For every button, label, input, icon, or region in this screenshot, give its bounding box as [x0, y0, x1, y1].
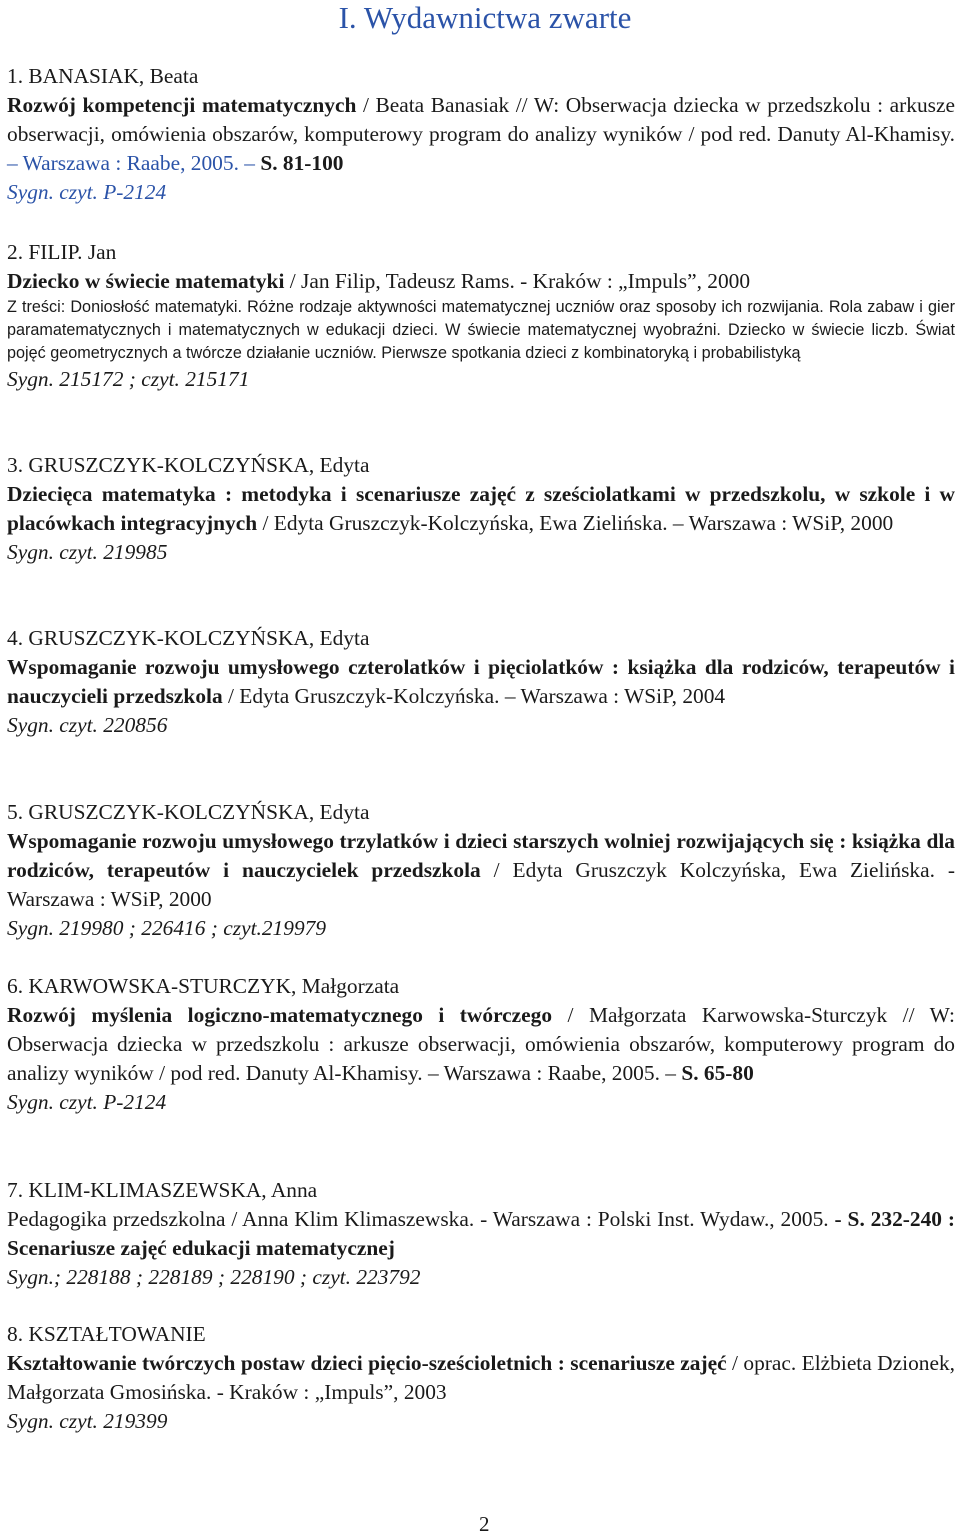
entry-call-number: Sygn.; 228188 ; 228189 ; 228190 ; czyt. 223792: [7, 1265, 421, 1289]
entry-title: Rozwój kompetencji matematycznych: [7, 93, 357, 117]
entry-title: Wspomaganie rozwoju umysłowego czterolatków i pięciolatków : książka dla rodziców, terapeutów i nauczycieli przedszkola: [7, 655, 955, 708]
entry-call-number: Sygn. czyt. P-2124: [7, 1090, 167, 1114]
entry-number: 2.: [7, 240, 24, 264]
section-heading: I. Wydawnictwa zwarte: [338, 0, 632, 35]
contents-text: Różne rodzaje aktywności matematycznej uczniów oraz sposoby ich rozwijania. Rola zabaw i gier paramatematycznych i matematycznych w edukacji dzieci. W świecie matematycznej wyobraźni. Dziecko w świecie liczb. Świat pojęć geometrycznych a twórcze działanie uczniów. Pierwsze spotkania dzieci z kombinatoryką i probabilistyką: [7, 298, 955, 362]
entry-number: 4.: [7, 626, 24, 650]
bibliography-entry-8: [7, 1320, 955, 1436]
entry-call-number: Sygn. 219980 ; 226416 ; czyt.219979: [7, 916, 327, 940]
entry-details: / Edyta Gruszczyk-Kolczyńska. – Warszawa : WSiP, 2004: [222, 684, 726, 708]
entry-title: Rozwój myślenia logiczno-matematycznego i twórczego: [7, 1003, 553, 1027]
entry-number: 6.: [7, 974, 24, 998]
entry-author: GRUSZCZYK-KOLCZYŃSKA, Edyta: [28, 800, 370, 824]
entry-pages: - S. 232-240 : Scenariusze zajęć edukacji matematycznej: [7, 1207, 955, 1260]
entry-author: KLIM-KLIMASZEWSKA, Anna: [28, 1178, 318, 1202]
entry-call-number: Sygn. czyt. 219985: [7, 540, 168, 564]
entry-call-number: Sygn. czyt. 220856: [7, 713, 168, 737]
entry-contents-note: [7, 296, 955, 365]
entry-call-number: Sygn. 215172 ; czyt. 215171: [7, 367, 250, 391]
entry-pages: S. 81-100: [260, 151, 344, 175]
entry-author: FILIP. Jan: [28, 240, 117, 264]
bibliography-entry-3: [7, 451, 955, 567]
entry-title: Wspomaganie rozwoju umysłowego trzylatków i dzieci starszych wolniej rozwijających się : książka dla rodziców, terapeutów i nauczycielek przedszkola: [7, 829, 955, 882]
bibliography-entry-5: [7, 798, 955, 943]
entry-title: Dziecięca matematyka : metodyka i scenariusze zajęć z sześciolatkami w przedszkolu, w szkole i w placówkach integracyjnych: [7, 482, 955, 535]
entry-details: / Małgorzata Karwowska-Sturczyk // W: Obserwacja dziecka w przedszkolu : arkusze obserwacji, omówienia obszarów, komputerowy program do analizy wyników / pod red. Danuty Al-Khamisy. – Warszawa : Raabe, 2005. –: [7, 1003, 955, 1085]
entry-details: / oprac. Elżbieta Dzionek, Małgorzata Gmosińska. - Kraków : „Impuls”, 2003: [7, 1351, 955, 1404]
entry-details: / Edyta Gruszczyk-Kolczyńska, Ewa Zielińska. – Warszawa : WSiP, 2000: [257, 511, 894, 535]
entry-author: GRUSZCZYK-KOLCZYŃSKA, Edyta: [28, 453, 370, 477]
entry-number: 3.: [7, 453, 24, 477]
entry-details: / Edyta Gruszczyk Kolczyńska, Ewa Zielińska. - Warszawa : WSiP, 2000: [7, 858, 955, 911]
entry-number: 1.: [7, 64, 24, 88]
bibliography-entry-7: [7, 1176, 955, 1292]
bibliography-entry-6: [7, 972, 955, 1117]
contents-lead: Z treści: Doniosłość matematyki.: [7, 298, 242, 316]
entry-pages: S. 65-80: [681, 1061, 754, 1085]
page-number: 2: [479, 1512, 490, 1536]
entry-details: / Beata Banasiak // W: Obserwacja dziecka w przedszkolu : arkusze obserwacji, omówienia obszarów, komputerowy program do analizy wyników / pod red. Danuty Al-Khamisy.: [7, 93, 955, 146]
entry-publisher: – Warszawa : Raabe, 2005. –: [7, 151, 261, 175]
entry-author: BANASIAK, Beata: [28, 64, 199, 88]
entry-author: KSZTAŁTOWANIE: [28, 1322, 206, 1346]
entry-call-number: Sygn. czyt. P-2124: [7, 180, 167, 204]
entry-call-number: Sygn. czyt. 219399: [7, 1409, 168, 1433]
bibliography-entry-2: [7, 238, 955, 394]
entry-number: 8.: [7, 1322, 24, 1346]
entry-details: / Jan Filip, Tadeusz Rams. - Kraków : „Impuls”, 2000: [284, 269, 751, 293]
entry-title: Dziecko w świecie matematyki: [7, 269, 285, 293]
entry-number: 7.: [7, 1178, 24, 1202]
entry-title: Kształtowanie twórczych postaw dzieci pięcio-sześcioletnich : scenariusze zajęć: [7, 1351, 727, 1375]
entry-details: Pedagogika przedszkolna / Anna Klim Klimaszewska. - Warszawa : Polski Inst. Wydaw., 2005.: [7, 1207, 835, 1231]
bibliography-entry-4: [7, 624, 955, 740]
entry-author: KARWOWSKA-STURCZYK, Małgorzata: [28, 974, 400, 998]
entry-author: GRUSZCZYK-KOLCZYŃSKA, Edyta: [28, 626, 370, 650]
entry-number: 5.: [7, 800, 24, 824]
bibliography-entry-1: [7, 62, 955, 207]
